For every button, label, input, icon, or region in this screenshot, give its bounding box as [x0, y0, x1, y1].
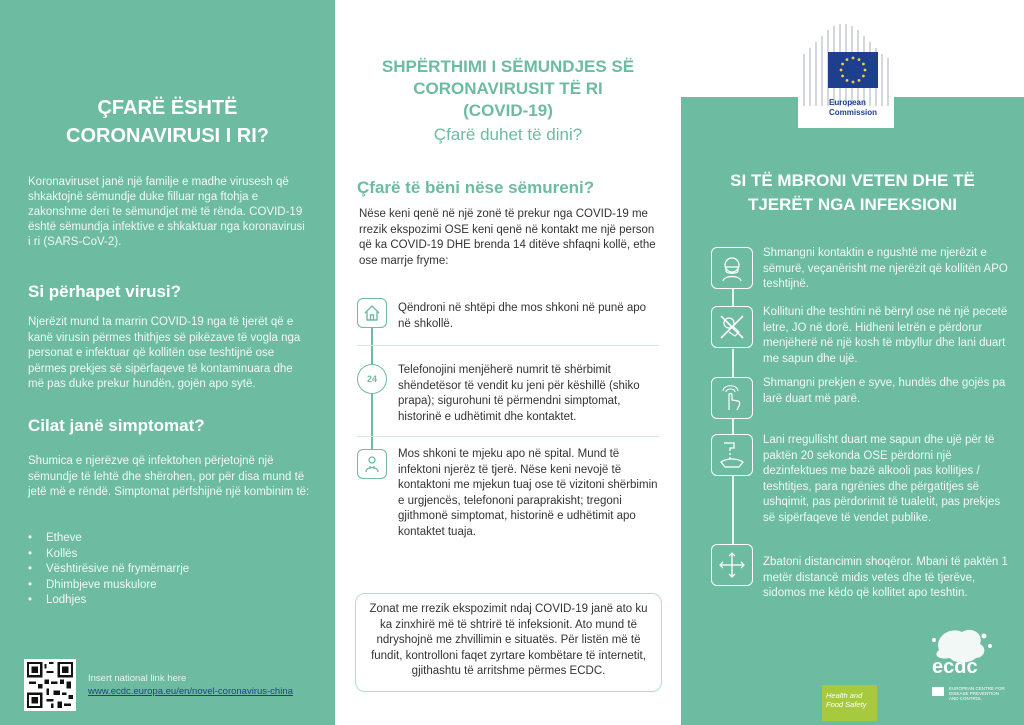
middle-panel [335, 0, 681, 725]
main-subtitle: Çfarë duhet të dini? [433, 125, 583, 144]
spread-text: Njerëzit mund ta marrin COVID-19 nga të tjerët që e kanë virusin përmes thithjes së pikëzave të vogla nga personat e infektuar që kollitën ose teshtijnë ose përmes prekjes së sipërfaqeve të kontaminuara dhe më pas duke prekur hundën, gojën apo sytë. [28, 316, 301, 390]
if-sick-intro: Nëse keni qenë në një zonë të prekur nga COVID-19 me rrezik ekspozimi OSE keni qenë në kontakt me një person që ka COVID-19 DHE brenda 14 ditëve shfaqni kollë, ethe ose marrje fryme: [359, 208, 656, 267]
list-item: • Kollës [28, 547, 189, 563]
spread-heading: Si përhapet virusi? [28, 282, 182, 301]
no-hand-cough-icon [711, 306, 753, 348]
protect-text: Kollituni dhe teshtini në bërryl ose në një pecetë letre, JO në dorë. Hidheni letrën e përdorur menjëherë në një kosh të mbyllur dhe lani duart me sapun dhe ujë. [763, 306, 1008, 365]
european-commission-logo [798, 18, 894, 128]
symptoms-list [28, 531, 189, 609]
ec-name-line2: Commission [829, 108, 878, 117]
item-connector [732, 476, 734, 544]
step-connector [371, 328, 373, 365]
doctor-icon [357, 449, 387, 479]
risk-zones-note: Zonat me rrezik ekspozimit ndaj COVID-19 janë ato ku ka zinxhirë më të shtrirë të infeksionit. Ato mund të ndryshojnë me zhvillimin e situatës. Për listën më të fundit, kontrolloni faqet zyrtare kombëtare të internetit, gjithashtu të arritshme përmes ECDC. [355, 593, 662, 692]
ecdc-subtitle: EUROPEAN CENTRE FOR DISEASE PREVENTION AND CONTROL [949, 686, 1005, 701]
ec-name-line1: European [829, 98, 866, 107]
intro-text: Koronaviruset janë një familje e madhe virusesh që shkaktojnë sëmundje duke filluar nga ftohja e zakonshme deri te sëmundjet më të rënda. COVID-19 është sëmundja infektive e shkaktuar nga koronavirusi i ri (SARS-CoV-2). [28, 176, 305, 248]
health-food-safety-badge: Health and Food Safety [822, 685, 877, 721]
list-item: • Vështirësive në frymëmarrje [28, 562, 189, 578]
protect-title: SI TË MBRONI VETEN DHE TË TJERËT NGA INFEKSIONI [730, 171, 975, 214]
protect-text: Shmangni kontaktin e ngushtë me njerëzit e sëmurë, veçanërisht me njerëzit që kollitën APO teshtijnë. [763, 247, 1008, 290]
list-item: • Etheve [28, 531, 189, 547]
ecdc-link[interactable]: www.ecdc.europa.eu/en/novel-coronavirus-china [88, 686, 293, 697]
step-text: Qëndroni në shtëpi dhe mos shkoni në punë apo në shkollë. [398, 302, 647, 330]
divider [357, 436, 659, 437]
item-connector [732, 349, 734, 377]
main-title: SHPËRTHIMI I SËMUNDJES SË CORONAVIRUSIT TË RI (COVID-19) [381, 57, 635, 120]
eu-flag-icon [932, 687, 944, 696]
symptoms-heading: Cilat janë simptomat? [28, 416, 205, 435]
list-item: • Dhimbjeve muskulore [28, 578, 189, 594]
protect-text: Shmangni prekjen e syve, hundës dhe gojës pa larë duart më parë. [763, 377, 1006, 405]
hand-wash-icon [711, 434, 753, 476]
ecdc-name: ecdc [932, 656, 978, 678]
left-panel [0, 0, 335, 725]
step-text: Mos shkoni te mjeku apo në spital. Mund të infektoni njerëz të tjerë. Nëse keni nevojë të kontaktoni me mjekun tuaj ose të vizitoni shërbimin e urgjencës, telefononi paraprakisht; tregoni gjithmonë simptomat, historinë e udhëtimit apo kontaktet tuaja. [398, 448, 658, 538]
mask-face-icon [711, 247, 753, 289]
if-sick-heading: Çfarë të bëni nëse sëmureni? [357, 178, 595, 197]
list-item: • Lodhjes [28, 593, 189, 609]
symptoms-text: Shumica e njerëzve që infektohen përjetojnë një sëmundje të lehtë dhe shërohen, por për disa mund të jetë më e rëndë. Simptomat përfshijnë një kombinim të: [28, 455, 310, 498]
touch-face-icon [711, 377, 753, 419]
item-connector [732, 419, 734, 434]
item-connector [732, 289, 734, 306]
protect-text: Lani rregullisht duart me sapun dhe ujë për të paktën 20 sekonda OSE përdorni një dezinfektues me bazë alkooli pas kollitjes / teshtitjes, para ngrënies dhe përgatitjes së ushqimit, pas përdorimit të tualetit, pas prekjes së sipërfaqeve të vendet publike. [763, 434, 1001, 524]
protect-text: Zbatoni distancimin shoqëror. Mbani të paktën 1 metër distancë midis vetes dhe të tjerëve, sidomos me këdo që kollitet apo teshtin. [763, 556, 1008, 599]
insert-link-label: Insert national link here [88, 673, 187, 684]
divider [357, 345, 659, 346]
qr-code-icon[interactable] [24, 659, 76, 711]
distance-icon [711, 544, 753, 586]
step-text: Telefonojini menjëherë numrit të shërbimit shëndetësor të vendit ku jeni për këshillë (shiko prapa); sigurohuni të përmendni simptomat, historinë e udhëtimit dhe kontaktet. [398, 364, 640, 423]
phone-24-icon: 24 [357, 364, 387, 394]
right-panel [681, 0, 1024, 725]
left-title: ÇFARË ËSHTË CORONAVIRUSI I RI? [66, 97, 269, 147]
home-icon [357, 298, 387, 328]
step-connector [371, 393, 373, 449]
